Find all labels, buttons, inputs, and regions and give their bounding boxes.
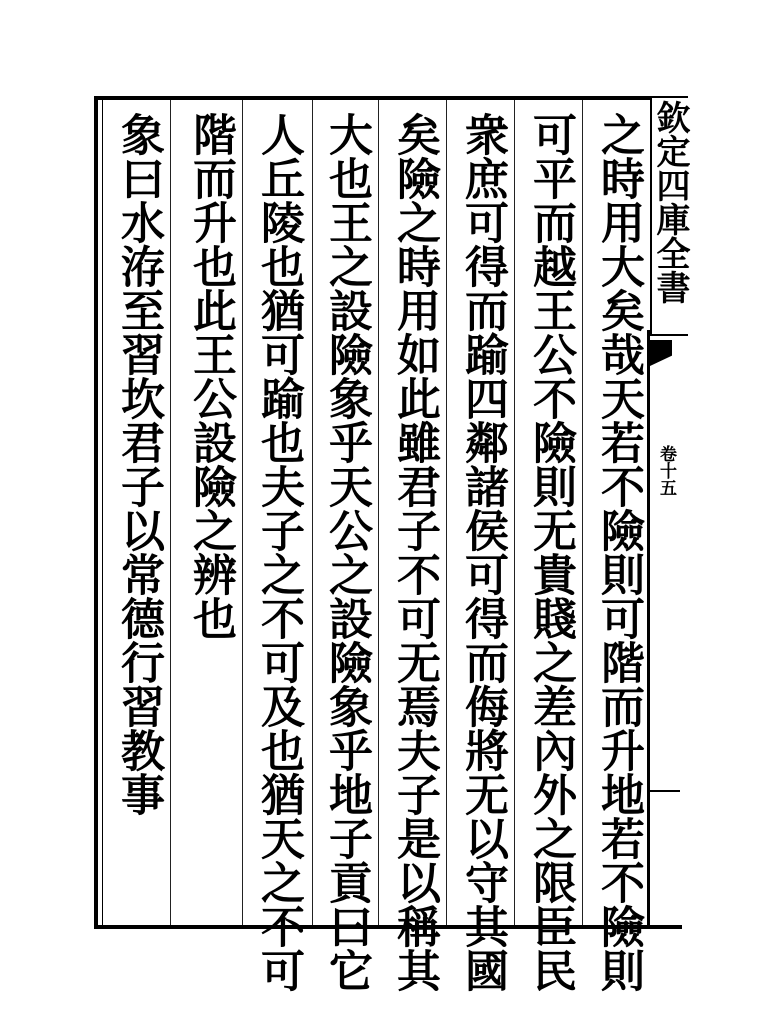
frame-left-inner-border [102, 96, 103, 929]
column-divider [312, 100, 313, 925]
column-divider [446, 100, 447, 925]
text-column-4: 矣險之時用如此雖君子不可无焉夫子是以稱其 [389, 112, 440, 992]
column-divider [582, 100, 583, 925]
fishtail-mark-icon [650, 340, 672, 366]
text-column-1: 之時用大矣哉天若不險則可階而升地若不險則 [593, 112, 644, 992]
column-divider [514, 100, 515, 925]
text-column-6: 人丘陵也猶可踰也夫子之不可及也猶天之不可 [253, 112, 304, 992]
column-divider [170, 100, 171, 925]
frame-left-border [94, 96, 98, 929]
text-column-2: 可平而越王公不險則无貴賤之差內外之限臣民 [525, 112, 576, 992]
frame-top-border [94, 96, 650, 100]
column-divider [242, 100, 243, 925]
text-column-3: 衆庶可得而踰四鄰諸侯可得而侮將无以守其國 [457, 112, 508, 992]
text-column-5: 大也王之設險象乎天公之設險象乎地子貢曰它 [321, 112, 372, 992]
column-divider [378, 100, 379, 925]
text-column-8: 象曰水洊至習坎君子以常德行習教事 [113, 112, 164, 816]
text-column-7: 階而升也此王公設險之辨也 [185, 112, 236, 640]
volume-label: 卷十五 [656, 445, 676, 496]
margin-tick [650, 790, 680, 792]
book-title: 欽定四庫全書 [650, 100, 690, 304]
